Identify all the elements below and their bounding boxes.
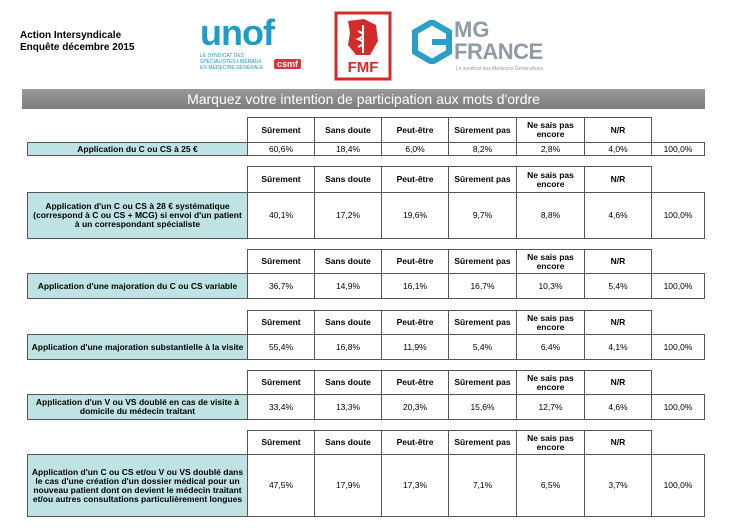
column-header: Sûrement — [248, 431, 315, 455]
column-header: Ne sais pas encore — [517, 431, 585, 455]
value-cell: 40,1% — [248, 193, 315, 239]
survey-header — [20, 30, 135, 54]
value-cell: 8,8% — [517, 193, 585, 239]
value-cell: 20,3% — [382, 395, 449, 420]
column-header: Sûrement pas — [449, 118, 517, 143]
mg-logo-tagline: Le syndicat des Médecins Généralistes — [456, 66, 543, 72]
column-header: Sans doute — [315, 250, 382, 274]
total-cell: 100,0% — [652, 395, 705, 420]
column-header: N/R — [585, 311, 652, 335]
value-cell: 15,6% — [449, 395, 517, 420]
value-cell: 36,7% — [248, 274, 315, 299]
survey-table-6 — [27, 430, 705, 517]
value-cell: 4,1% — [585, 335, 652, 360]
mg-france-logo — [412, 16, 562, 76]
survey-table-5 — [27, 370, 705, 420]
value-cell: 5,4% — [585, 274, 652, 299]
mg-france-emblem-icon — [412, 20, 452, 64]
column-header: Sûrement pas — [449, 250, 517, 274]
value-cell: 14,9% — [315, 274, 382, 299]
column-header: Peut-être — [382, 431, 449, 455]
column-header: Ne sais pas encore — [517, 371, 585, 395]
value-cell: 33,4% — [248, 395, 315, 420]
survey-table-1 — [27, 117, 705, 156]
unof-logo-tagline: LE SYNDICAT DES SPÉCIALISTES LIBÉRAUX EN MÉDECINE GÉNÉRALE — [200, 53, 264, 71]
table-row — [28, 395, 705, 420]
total-cell: 100,0% — [652, 455, 705, 517]
row-label: Application d'une majoration du C ou CS variable — [28, 274, 248, 299]
mg-logo-word-1: MG — [454, 17, 490, 42]
value-cell: 11,9% — [382, 335, 449, 360]
column-header: Sûrement — [248, 311, 315, 335]
value-cell: 47,5% — [248, 455, 315, 517]
column-header: Sûrement — [248, 167, 315, 193]
value-cell: 17,2% — [315, 193, 382, 239]
table-row — [28, 335, 705, 360]
total-cell: 100,0% — [652, 335, 705, 360]
row-label: Application d'un V ou VS doublé en cas de visite à domicile du médecin traitant — [28, 395, 248, 420]
value-cell: 4,0% — [585, 143, 652, 156]
fmf-logo — [334, 11, 392, 81]
value-cell: 5,4% — [449, 335, 517, 360]
value-cell: 6,5% — [517, 455, 585, 517]
value-cell: 60,6% — [248, 143, 315, 156]
value-cell: 17,3% — [382, 455, 449, 517]
column-header: Sans doute — [315, 311, 382, 335]
column-header: N/R — [585, 250, 652, 274]
value-cell: 6,4% — [517, 335, 585, 360]
column-header: Sûrement pas — [449, 371, 517, 395]
section-banner: Marquez votre intention de participation aux mots d'ordre — [22, 89, 705, 109]
value-cell: 16,7% — [449, 274, 517, 299]
table-row — [28, 455, 705, 517]
value-cell: 7,1% — [449, 455, 517, 517]
column-header: Sans doute — [315, 167, 382, 193]
table-row — [28, 143, 705, 156]
survey-table-2 — [27, 166, 705, 239]
total-cell: 100,0% — [652, 274, 705, 299]
value-cell: 16,1% — [382, 274, 449, 299]
value-cell: 4,6% — [585, 193, 652, 239]
unof-logo — [200, 12, 310, 77]
mg-logo-word-2: FRANCE — [454, 39, 543, 64]
column-header: Peut-être — [382, 371, 449, 395]
total-cell: 100,0% — [652, 143, 705, 156]
column-header: Sûrement pas — [449, 431, 517, 455]
column-header: N/R — [585, 371, 652, 395]
column-header: Sûrement — [248, 250, 315, 274]
value-cell: 9,7% — [449, 193, 517, 239]
header-line-1: Action Intersyndicale — [20, 30, 122, 41]
survey-table-3 — [27, 249, 705, 299]
header-line-2: Enquête décembre 2015 — [20, 42, 135, 53]
column-header: N/R — [585, 431, 652, 455]
unof-logo-word: unof — [200, 12, 274, 53]
value-cell: 16,8% — [315, 335, 382, 360]
value-cell: 18,4% — [315, 143, 382, 156]
value-cell: 4,6% — [585, 395, 652, 420]
column-header: Ne sais pas encore — [517, 167, 585, 193]
value-cell: 10,3% — [517, 274, 585, 299]
column-header: Ne sais pas encore — [517, 118, 585, 143]
column-header: N/R — [585, 167, 652, 193]
value-cell: 2,8% — [517, 143, 585, 156]
value-cell: 12,7% — [517, 395, 585, 420]
column-header: Ne sais pas encore — [517, 311, 585, 335]
table-row — [28, 274, 705, 299]
column-header: Sûrement — [248, 371, 315, 395]
value-cell: 17,9% — [315, 455, 382, 517]
row-label: Application d'une majoration substantielle à la visite — [28, 335, 248, 360]
column-header: Sans doute — [315, 431, 382, 455]
total-cell: 100,0% — [652, 193, 705, 239]
fmf-logo-word: FMF — [347, 59, 379, 76]
column-header: Peut-être — [382, 118, 449, 143]
value-cell: 13,3% — [315, 395, 382, 420]
column-header: Ne sais pas encore — [517, 250, 585, 274]
column-header: Peut-être — [382, 167, 449, 193]
column-header: Peut-être — [382, 250, 449, 274]
column-header: Sans doute — [315, 118, 382, 143]
row-label: Application d'un C ou CS et/ou V ou VS doublé dans le cas d'une création d'un dossier médical pour un nouveau patient dont on devient le médecin traitant et/ou autres consultations particulièrement longues — [28, 455, 248, 517]
value-cell: 6,0% — [382, 143, 449, 156]
value-cell: 19,6% — [382, 193, 449, 239]
column-header: Sûrement pas — [449, 167, 517, 193]
column-header: Sûrement pas — [449, 311, 517, 335]
table-row — [28, 193, 705, 239]
column-header: Sans doute — [315, 371, 382, 395]
row-label: Application d'un C ou CS à 28 € systématique (correspond à C ou CS + MCG) si envoi d'un patient à un correspondant spécialiste — [28, 193, 248, 239]
column-header: Sûrement — [248, 118, 315, 143]
value-cell: 55,4% — [248, 335, 315, 360]
column-header: N/R — [585, 118, 652, 143]
value-cell: 3,7% — [585, 455, 652, 517]
csmf-badge: csmf — [274, 59, 301, 69]
column-header: Peut-être — [382, 311, 449, 335]
survey-table-4 — [27, 310, 705, 360]
row-label: Application du C ou CS à 25 € — [28, 143, 248, 156]
value-cell: 8,2% — [449, 143, 517, 156]
